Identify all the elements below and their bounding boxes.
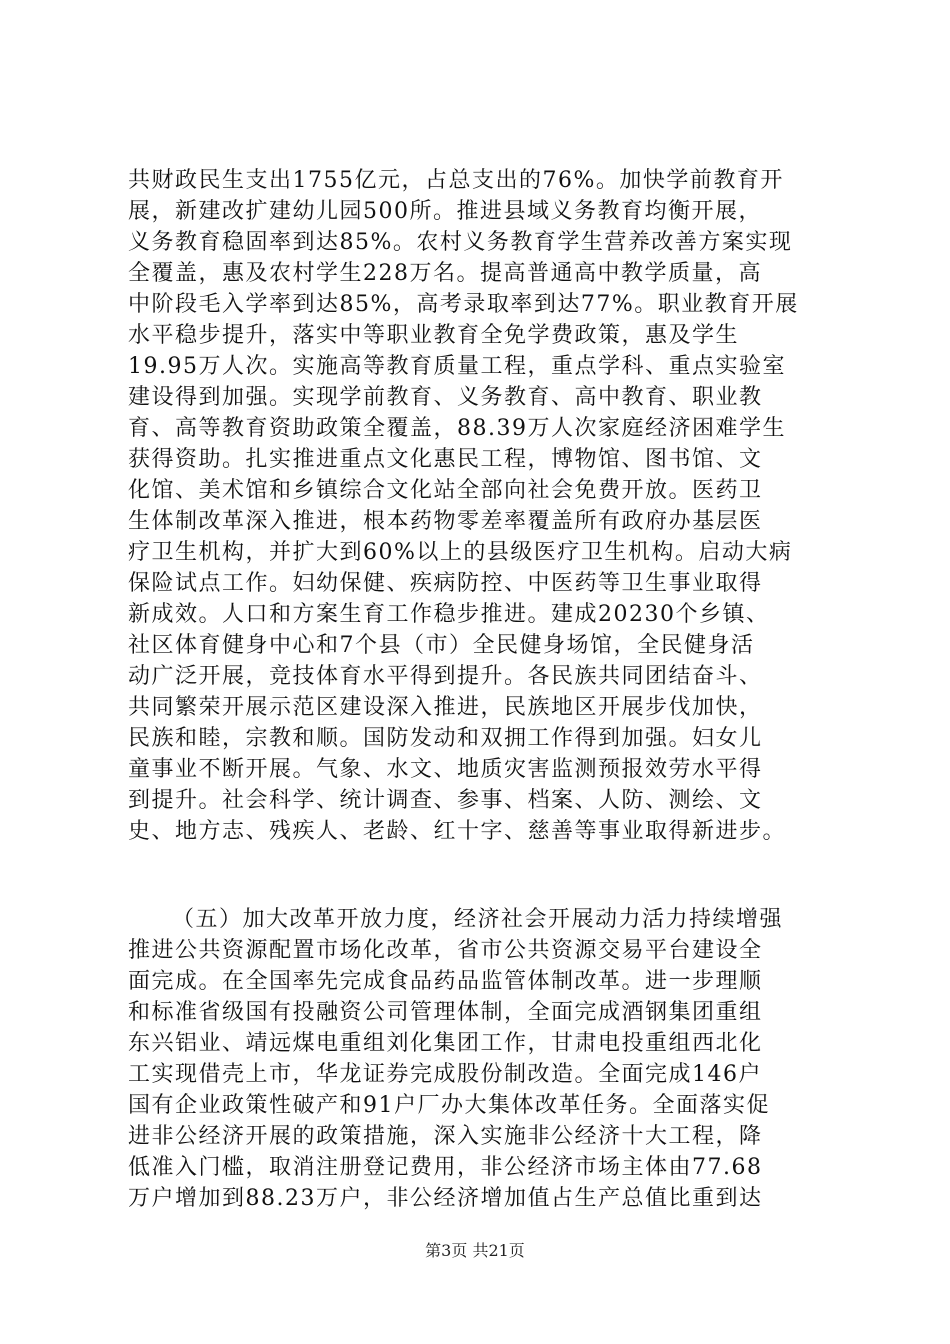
text-line: 进非公经济开展的政策措施，深入实施非公经济十大工程，降 (128, 1124, 763, 1149)
text-line: 社区体育健身中心和7个县（市）全民健身场馆，全民健身活 (128, 633, 755, 658)
text-line: 推进公共资源配置市场化改革，省市公共资源交易平台建设全 (128, 938, 763, 963)
text-line: 生体制改革深入推进，根本药物零差率覆盖所有政府办基层医 (128, 509, 763, 534)
text-line: 共财政民生支出1755亿元，占总支出的76%。加快学前教育开 (128, 168, 784, 193)
text-line: 保险试点工作。妇幼保健、疾病防控、中医药等卫生事业取得 (128, 571, 763, 596)
text-line: 水平稳步提升，落实中等职业教育全免学费政策，惠及学生 (128, 323, 740, 348)
text-line: 工实现借壳上市，华龙证券完成股份制改造。全面完成146户 (128, 1062, 762, 1087)
text-line: 全覆盖，惠及农村学生228万名。提高普通高中教学质量，高 (128, 261, 762, 286)
page-footer (0, 1241, 950, 1261)
text-line: 低准入门槛，取消注册登记费用，非公经济市场主体由77.68 (128, 1155, 763, 1180)
text-line: 童事业不断开展。气象、水文、地质灾害监测预报效劳水平得 (128, 757, 763, 782)
section-heading-line: （五）加大改革开放力度，经济社会开展动力活力持续增强 (172, 907, 784, 932)
paragraph-social-services (128, 165, 840, 847)
text-line: 化馆、美术馆和乡镇综合文化站全部向社会免费开放。医药卫 (128, 478, 763, 503)
text-line: 动广泛开展，竞技体育水平得到提升。各民族共同团结奋斗、 (128, 664, 763, 689)
text-line: 建设得到加强。实现学前教育、义务教育、高中教育、职业教 (128, 385, 763, 410)
page-number: 第3页 共21页 (425, 1241, 525, 1260)
text-line: 到提升。社会科学、统计调查、参事、档案、人防、测绘、文 (128, 788, 763, 813)
text-line: 万户增加到88.23万户，非公经济增加值占生产总值比重到达 (128, 1186, 763, 1211)
text-line: 史、地方志、残疾人、老龄、红十字、慈善等事业取得新进步。 (128, 819, 787, 844)
paragraph-reform-opening (128, 904, 840, 1214)
text-line: 育、高等教育资助政策全覆盖，88.39万人次家庭经济困难学生 (128, 416, 786, 441)
text-line: 共同繁荣开展示范区建设深入推进，民族地区开展步伐加快， (128, 695, 763, 720)
text-line: 面完成。在全国率先完成食品药品监管体制改革。进一步理顺 (128, 969, 763, 994)
text-line: 获得资助。扎实推进重点文化惠民工程，博物馆、图书馆、文 (128, 447, 763, 472)
text-line: 义务教育稳固率到达85%。农村义务教育学生营养改善方案实现 (128, 230, 793, 255)
text-line: 民族和睦，宗教和顺。国防发动和双拥工作得到加强。妇女儿 (128, 726, 763, 751)
text-line: 新成效。人口和方案生育工作稳步推进。建成20230个乡镇、 (128, 602, 770, 627)
text-line: 东兴铝业、靖远煤电重组刘化集团工作，甘肃电投重组西北化 (128, 1031, 763, 1056)
text-line: 和标准省级国有投融资公司管理体制，全面完成酒钢集团重组 (128, 1000, 763, 1025)
text-line: 展，新建改扩建幼儿园500所。推进县域义务教育均衡开展， (128, 199, 762, 224)
text-line: 中阶段毛入学率到达85%，高考录取率到达77%。职业教育开展 (128, 292, 799, 317)
text-line: 疗卫生机构，并扩大到60%以上的县级医疗卫生机构。启动大病 (128, 540, 793, 565)
text-line: 19.95万人次。实施高等教育质量工程，重点学科、重点实验室 (128, 354, 786, 379)
text-line: 国有企业政策性破产和91户厂办大集体改革任务。全面落实促 (128, 1093, 770, 1118)
